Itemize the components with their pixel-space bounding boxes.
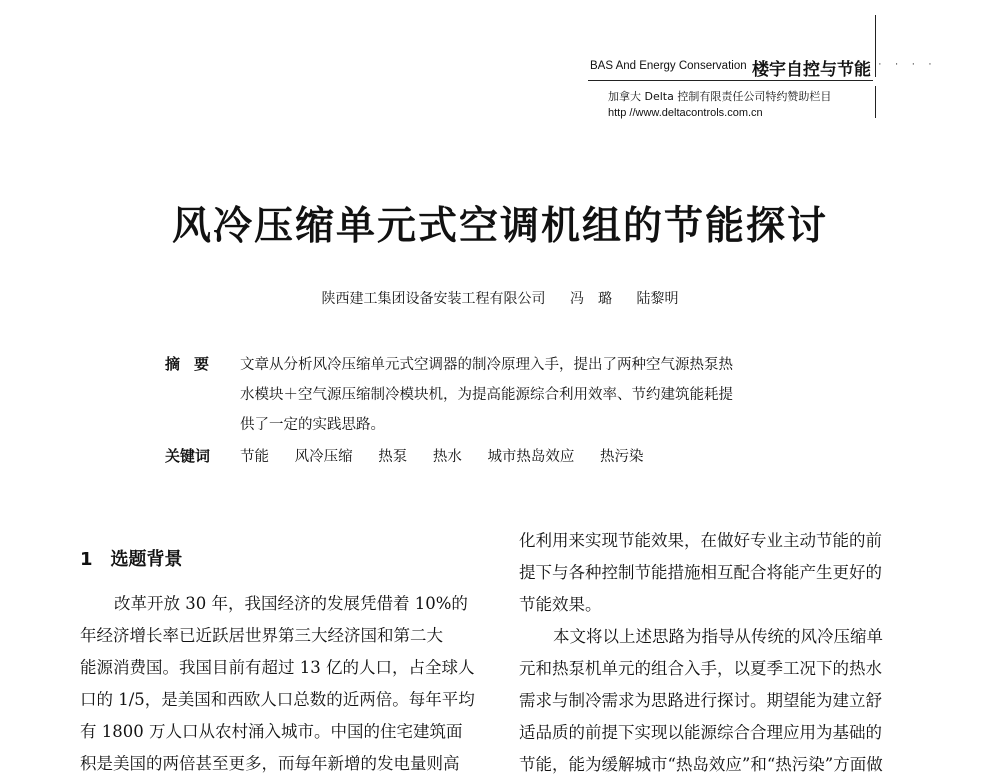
keyword: 风冷压缩 (294, 449, 353, 465)
affiliation: 陕西建工集团设备安装工程有限公司 (321, 291, 546, 307)
body-line-left: 年经济增长率已近跃居世界第三大经济国和第二大 (80, 626, 443, 645)
body-line-right: 节能，能为缓解城市“热岛效应”和“热污染”方面做 (519, 755, 883, 774)
abstract-label: 摘要 (165, 355, 224, 373)
body-line-left: 有 1800 万人口从农村涌入城市。中国的住宅建筑面 (80, 722, 463, 741)
header-rule (588, 80, 873, 81)
header-vertical-rule-top (875, 15, 876, 77)
body-line-right: 提下与各种控制节能措施相互配合将能产生更好的 (519, 563, 882, 582)
keywords-label: 关键词 (165, 447, 211, 465)
body-line-right: 适品质的前提下实现以能源综合合理应用为基础的 (519, 723, 882, 742)
author-line (0, 288, 1000, 308)
body-line-left: 能源消费国。我国目前有超过 13 亿的人口，占全球人 (80, 658, 475, 677)
abstract-line: 供了一定的实践思路。 (240, 417, 385, 433)
body-line-left: 积是美国的两倍甚至更多，而每年新增的发电量则高 (80, 754, 460, 773)
paper-title: 风冷压缩单元式空调机组的节能探讨 (171, 204, 828, 249)
author-name: 陆黎明 (636, 291, 679, 307)
keyword: 热泵 (378, 449, 408, 465)
body-line-right: 节能效果。 (519, 595, 602, 614)
section-heading: 1 选题背景 (80, 549, 183, 570)
header-english-column: BAS And Energy Conservation (590, 60, 747, 72)
header-column-title: 楼宇自控与节能 (752, 60, 871, 80)
header-sponsor: 加拿大 Delta 控制有限责任公司特约赞助栏目 (608, 90, 832, 103)
keyword: 城市热岛效应 (487, 449, 575, 465)
body-line-right: 化利用来实现节能效果，在做好专业主动节能的前 (519, 531, 882, 550)
header-url: http //www.deltacontrols.com.cn (608, 107, 763, 119)
keyword: 热污染 (600, 449, 644, 465)
abstract-line: 水模块＋空气源压缩制冷模块机，为提高能源综合利用效率、节约建筑能耗提 (240, 387, 733, 403)
keyword: 节能 (240, 449, 269, 465)
body-line-right: 本文将以上述思路为指导从传统的风冷压缩单 (553, 627, 883, 646)
keywords-list (240, 445, 665, 466)
body-line-left: 口的 1/5，是美国和西欧人口总数的近两倍。每年平均 (80, 690, 475, 709)
header-dots: · · · · (878, 58, 937, 70)
body-line-right: 元和热泵机单元的组合入手，以夏季工况下的热水 (519, 659, 882, 678)
abstract-line: 文章从分析风冷压缩单元式空调器的制冷原理入手，提出了两种空气源热泵热 (240, 357, 733, 373)
body-line-left: 改革开放 30 年，我国经济的发展凭借着 10%的 (114, 594, 468, 613)
header-vertical-rule-bottom (875, 86, 876, 118)
keyword: 热水 (432, 449, 462, 465)
author-name: 冯 璐 (570, 291, 612, 307)
body-line-right: 需求与制冷需求为思路进行探讨。期望能为建立舒 (519, 691, 882, 710)
